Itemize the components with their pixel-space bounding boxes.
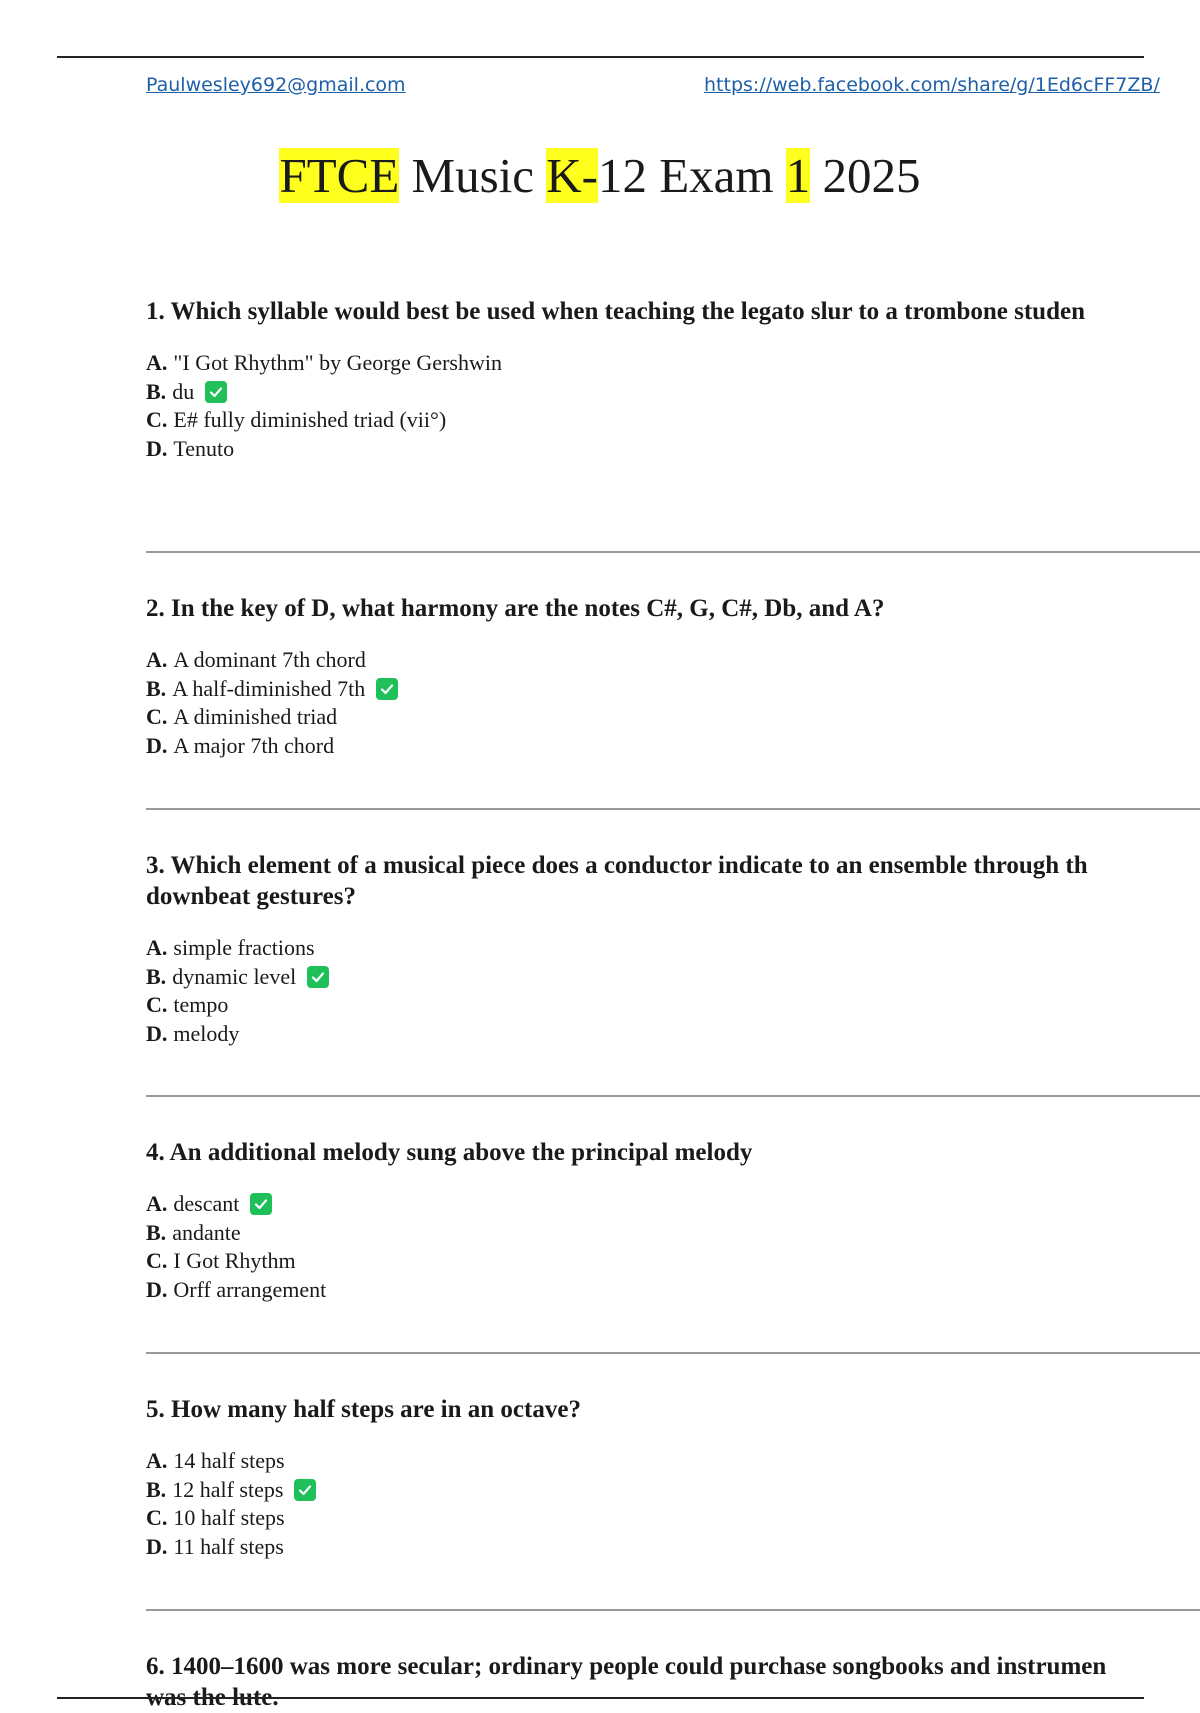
option-text: simple fractions xyxy=(173,935,315,960)
option-letter: C. xyxy=(146,1248,168,1273)
question-2 xyxy=(146,553,1200,810)
option-d xyxy=(146,1276,1200,1305)
answer-options xyxy=(146,646,1200,760)
option-text: Orff arrangement xyxy=(173,1276,327,1302)
option-d xyxy=(146,1020,1200,1049)
question-4 xyxy=(146,1097,1200,1354)
question-3 xyxy=(146,810,1200,1097)
facebook-group-link[interactable]: https://web.facebook.com/share/g/1Ed6cFF7ZB/ xyxy=(704,74,1160,96)
option-a xyxy=(146,1447,1200,1476)
option-letter: A. xyxy=(146,935,168,960)
option-letter: B. xyxy=(146,963,167,989)
check-icon xyxy=(205,381,227,403)
option-a xyxy=(146,646,1200,675)
option-letter: C. xyxy=(146,1505,168,1530)
question-text-line2: was the lute. xyxy=(146,1684,279,1711)
option-text: "I Got Rhythm" by George Gershwin xyxy=(173,350,502,375)
bottom-rule xyxy=(57,1697,1144,1699)
check-icon xyxy=(307,966,329,988)
option-letter: D. xyxy=(146,1533,168,1559)
title-text-exam: 12 Exam xyxy=(597,148,786,203)
title-highlight-k: K- xyxy=(546,148,598,203)
question-text-line2: downbeat gestures? xyxy=(146,883,356,910)
option-letter: B. xyxy=(146,675,167,701)
answer-options xyxy=(146,349,1200,463)
option-text: dynamic level xyxy=(172,963,297,989)
option-text: E# fully diminished triad (vii°) xyxy=(173,407,447,432)
option-c xyxy=(146,991,1200,1020)
question-text: 5. How many half steps are in an octave? xyxy=(146,1396,581,1423)
option-d xyxy=(146,435,1200,464)
question-text: 4. An additional melody sung above the principal melody xyxy=(146,1139,753,1166)
check-icon xyxy=(376,678,398,700)
option-text: melody xyxy=(173,1020,240,1046)
option-c xyxy=(146,703,1200,732)
option-c xyxy=(146,1504,1200,1533)
option-letter: A. xyxy=(146,1448,168,1473)
option-text: A dominant 7th chord xyxy=(173,647,366,672)
option-letter: D. xyxy=(146,732,168,758)
option-b xyxy=(146,675,1200,704)
email-link[interactable]: Paulwesley692@gmail.com xyxy=(146,74,406,96)
option-text: A diminished triad xyxy=(173,704,338,729)
option-text: A half-diminished 7th xyxy=(172,675,366,701)
title-text-year: 2025 xyxy=(810,148,921,203)
option-d xyxy=(146,732,1200,761)
option-text: tempo xyxy=(173,992,229,1017)
option-letter: D. xyxy=(146,435,168,461)
option-text: du xyxy=(172,378,195,404)
option-letter: B. xyxy=(146,1219,167,1245)
option-text: I Got Rhythm xyxy=(173,1248,296,1273)
top-rule xyxy=(57,56,1144,58)
check-icon xyxy=(294,1479,316,1501)
option-c xyxy=(146,406,1200,435)
question-text: 2. In the key of D, what harmony are the notes C#, G, C#, Db, and A? xyxy=(146,595,885,622)
option-text: 11 half steps xyxy=(173,1533,284,1559)
answer-options xyxy=(146,1190,1200,1304)
option-letter: A. xyxy=(146,647,168,672)
title-highlight-1: 1 xyxy=(785,148,811,203)
option-text: 10 half steps xyxy=(173,1505,285,1530)
option-text: Tenuto xyxy=(173,435,235,461)
option-b xyxy=(146,1219,1200,1248)
option-letter: C. xyxy=(146,704,168,729)
option-letter: A. xyxy=(146,350,168,375)
option-letter: B. xyxy=(146,1476,167,1502)
title-highlight-ftce: FTCE xyxy=(279,148,400,203)
title-text-music: Music xyxy=(399,148,547,203)
option-text: A major 7th chord xyxy=(173,732,335,758)
page-title xyxy=(0,142,1200,210)
option-letter: A. xyxy=(146,1191,168,1216)
option-a xyxy=(146,349,1200,378)
answer-options xyxy=(146,1447,1200,1561)
option-text: descant xyxy=(173,1191,240,1216)
option-d xyxy=(146,1533,1200,1562)
question-5 xyxy=(146,1354,1200,1611)
option-letter: C. xyxy=(146,992,168,1017)
question-text: 6. 1400–1600 was more secular; ordinary people could purchase songbooks and instrumen xyxy=(146,1653,1107,1680)
answer-options xyxy=(146,934,1200,1048)
check-icon xyxy=(250,1193,272,1215)
option-text: 14 half steps xyxy=(173,1448,285,1473)
option-a xyxy=(146,934,1200,963)
option-letter: C. xyxy=(146,407,168,432)
option-text: andante xyxy=(172,1219,241,1245)
option-letter: D. xyxy=(146,1020,168,1046)
option-letter: B. xyxy=(146,378,167,404)
option-text: 12 half steps xyxy=(172,1476,284,1502)
question-1 xyxy=(146,296,1200,553)
option-b xyxy=(146,1476,1200,1505)
option-c xyxy=(146,1247,1200,1276)
question-text: 1. Which syllable would best be used when teaching the legato slur to a trombone studen xyxy=(146,298,1085,325)
option-letter: D. xyxy=(146,1276,168,1302)
option-b xyxy=(146,963,1200,992)
option-a xyxy=(146,1190,1200,1219)
question-list xyxy=(146,296,1200,1713)
question-text: 3. Which element of a musical piece does a conductor indicate to an ensemble through th xyxy=(146,852,1088,879)
option-b xyxy=(146,378,1200,407)
